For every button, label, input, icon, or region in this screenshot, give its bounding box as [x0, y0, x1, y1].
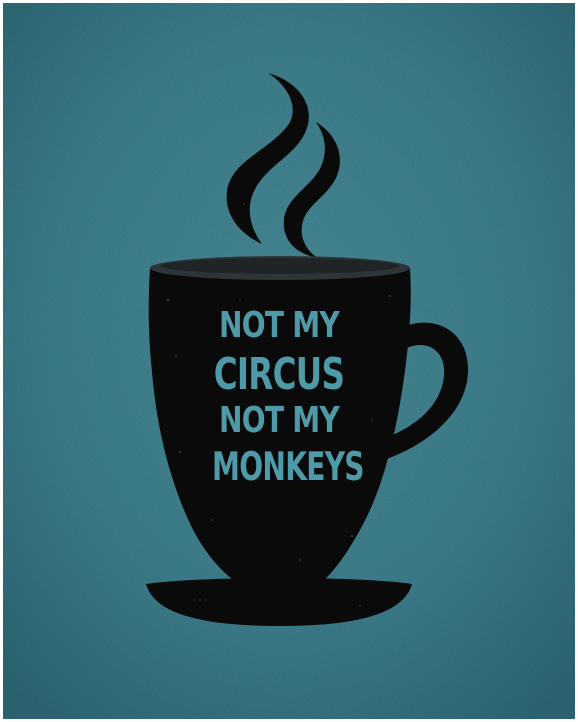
slogan-line-3: NOT MY	[219, 400, 339, 441]
slogan-line-2: CIRCUS	[213, 349, 345, 400]
slogan-line-4: MONKEYS	[212, 445, 364, 490]
slogan-line-1: NOT MY	[219, 305, 339, 346]
cup-slogan	[186, 305, 372, 490]
